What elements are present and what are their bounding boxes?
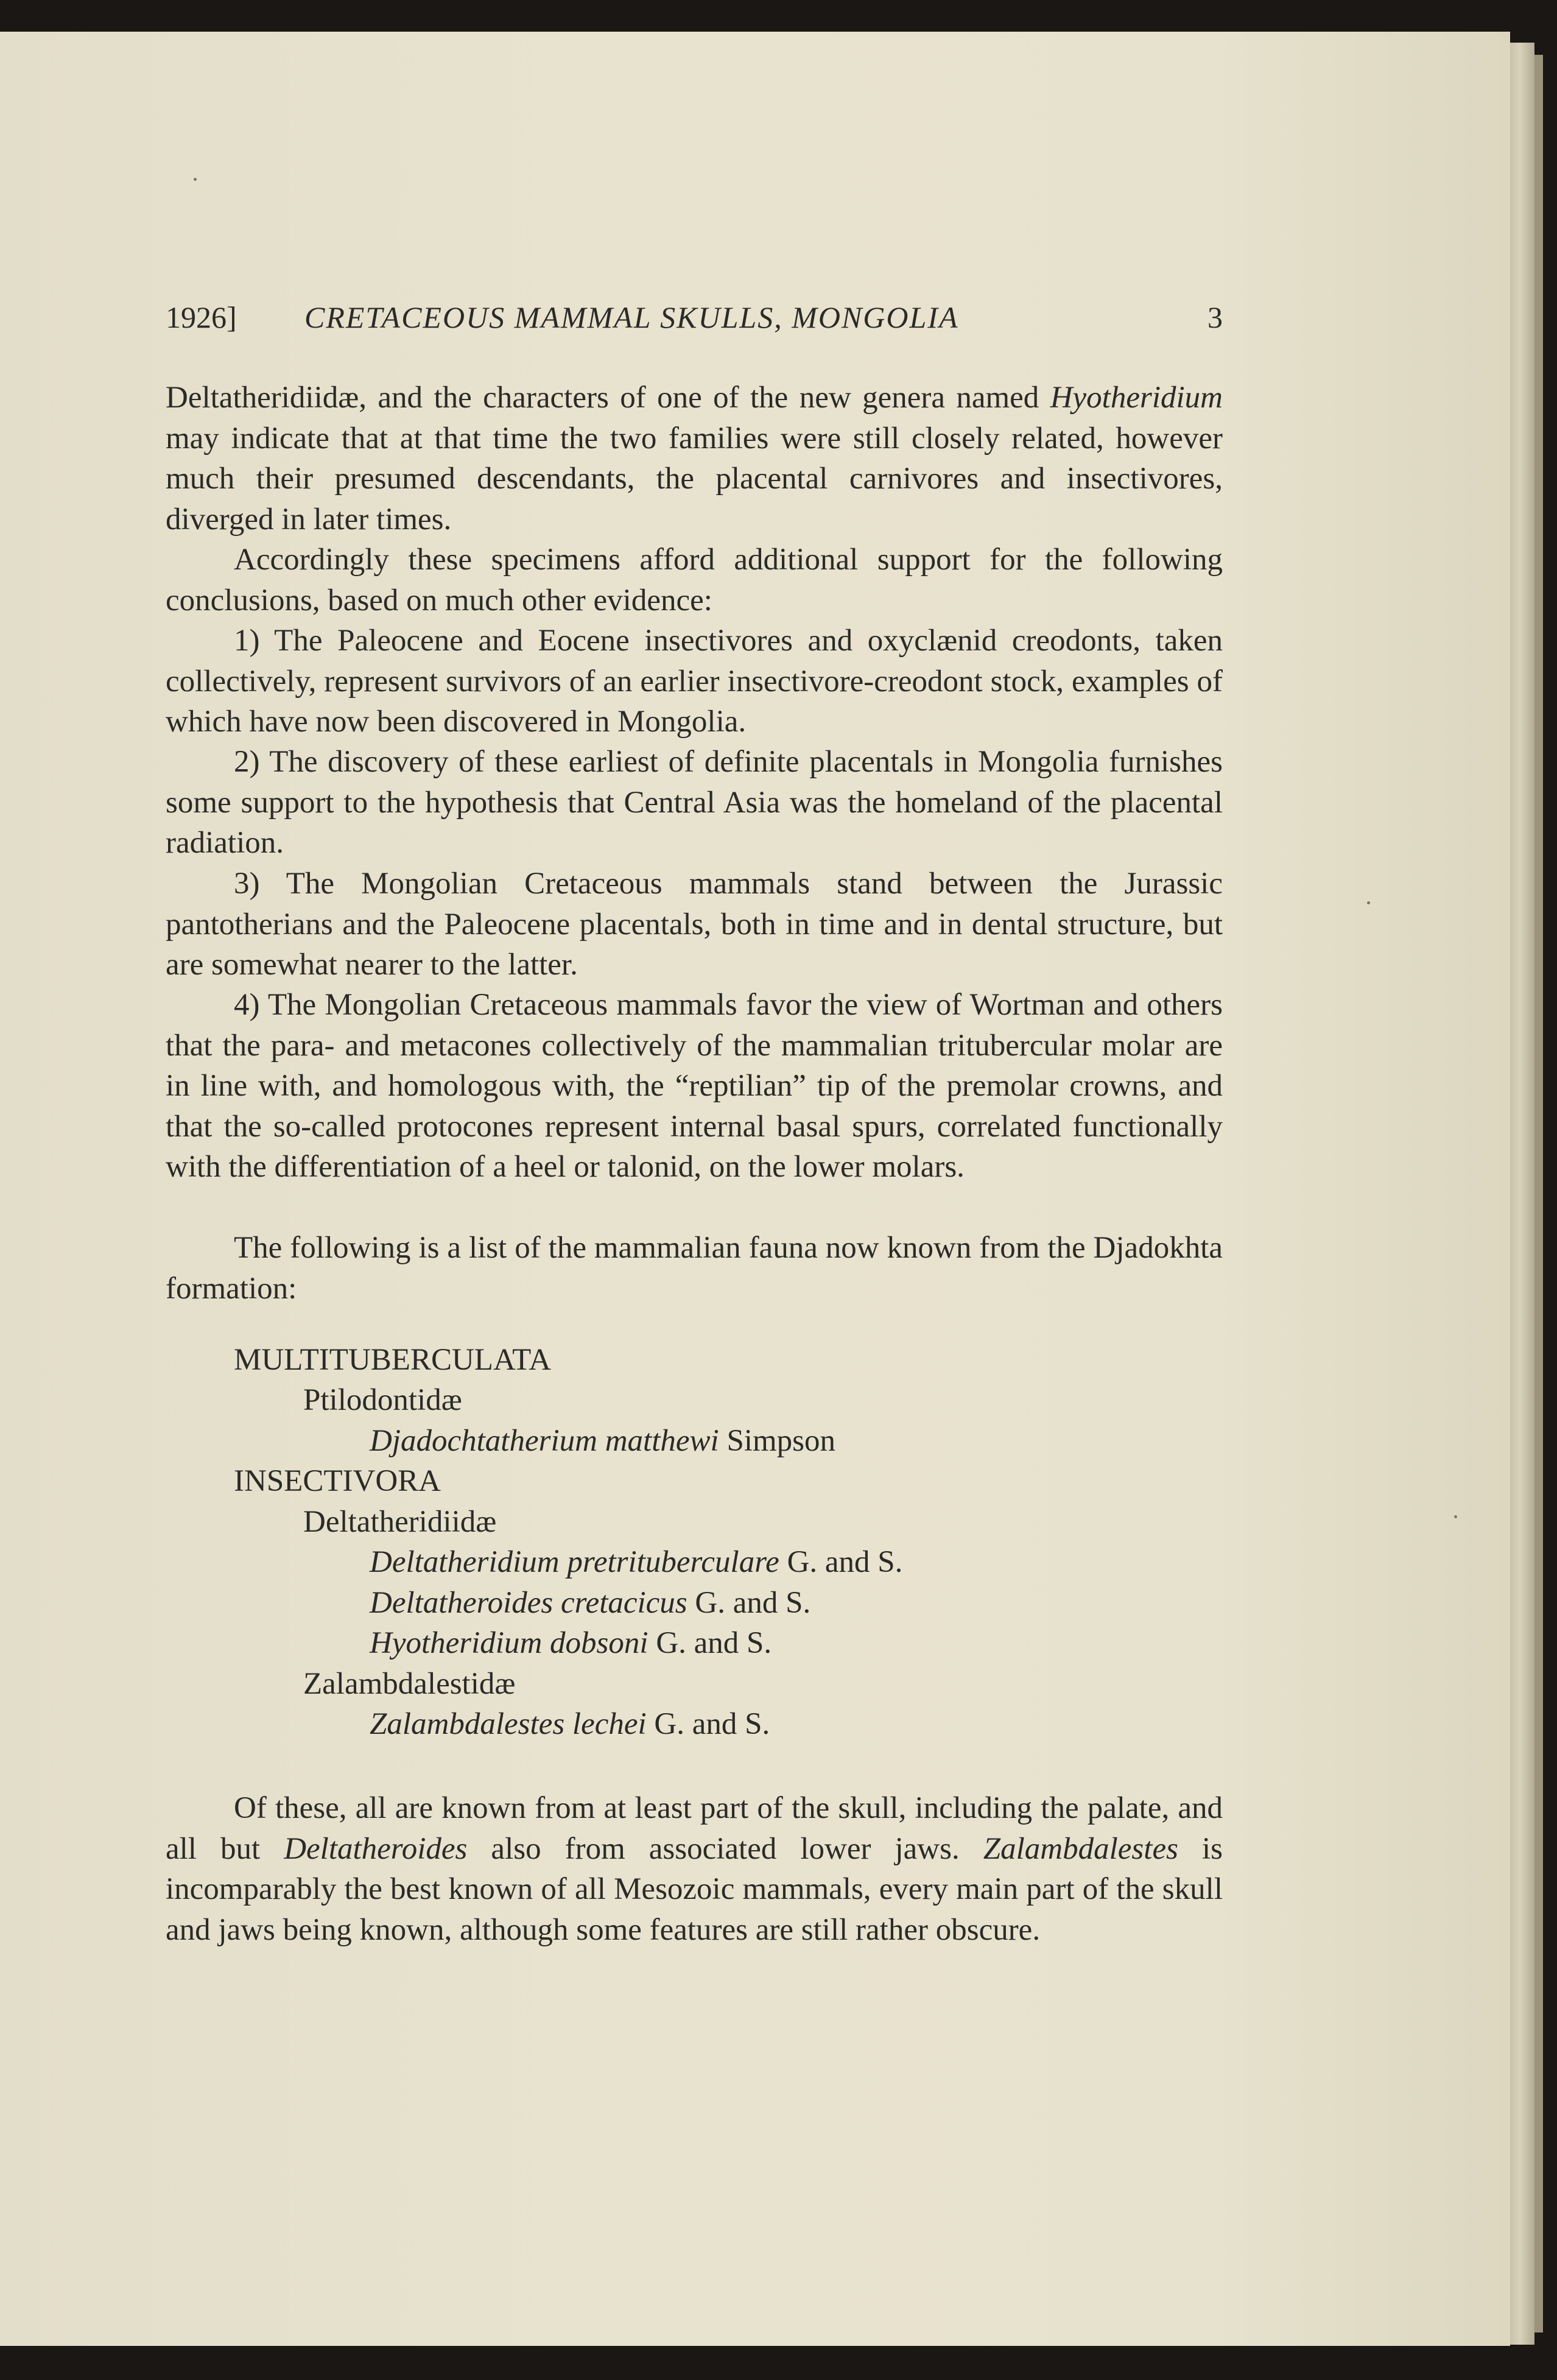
species-name: Hyotheridium dobsoni [370,1626,648,1660]
species-djadochtatherium [370,1421,835,1462]
species-author: G. and S. [779,1545,903,1579]
paper-speck [194,178,197,181]
family-deltatheridiidae: Deltatheridiidæ [303,1505,497,1539]
species-hyotheridium [370,1623,771,1664]
species-name: Djadochtatherium matthewi [370,1424,719,1458]
paper-speck [1367,901,1370,904]
family-zalambdalestidae: Zalambdalestidæ [303,1667,516,1701]
closing-text-e: is incomparably the best known of all Mesozoic mammals, every main part of the skull and jaws being known, although some features are still rather obscure. [166,1831,1223,1947]
family-ptilodontidae: Ptilodontidæ [303,1383,462,1417]
paragraph-1-text-a: Deltatheridiidæ, and the characters of one of the new genera named [166,381,1050,415]
species-author: G. and S. [646,1707,770,1741]
species-author: G. and S. [687,1586,811,1620]
page-edge [1510,43,1534,2345]
header-title: CRETACEOUS MAMMAL SKULLS, MONGOLIA [304,300,959,334]
genus-deltatheroides: Deltatheroides [284,1831,468,1866]
species-name: Zalambdalestes lechei [370,1707,647,1741]
species-author: G. and S. [648,1626,772,1660]
closing-text-a: Of these, all are known from at least part of the skull, including the palate, and all but [166,1791,1223,1866]
paragraph-list-intro: The following is a list of the mammalian fauna now known from the Djadokhta formation: [166,1231,1223,1306]
paragraph-closing [166,1788,1223,1950]
conclusion-2: 2) The discovery of these earliest of definite placentals in Mongolia furnishes some support to the hypothesis that Central Asia was the homeland of the placental radiation. [166,745,1223,860]
species-name: Deltatheridium pretrituberculare [370,1545,779,1579]
conclusion-3: 3) The Mongolian Cretaceous mammals stand between the Jurassic pantotherians and the Paleocene placentals, both in time and in dental structure, but are somewhat nearer to the latter. [166,867,1223,982]
paragraph-2: Accordingly these specimens afford additional support for the following conclusions, based on much other evidence: [166,543,1223,618]
page-number: 3 [1207,300,1223,334]
genus-zalambdalestes: Zalambdalestes [983,1831,1178,1866]
order-multituberculata: MULTITUBERCULATA [234,1343,552,1377]
paragraph-1 [166,378,1223,540]
species-deltatheridium [370,1542,902,1583]
page-edge-shadow [1534,55,1543,2332]
conclusion-4: 4) The Mongolian Cretaceous mammals favor the view of Wortman and others that the para- and metacones collectively of the mammalian tritubercular molar are in line with, and homologous with, the “reptilian” tip of the premolar crowns, and that the so-called protocones represent internal basal spurs, correlated functionally with the differentiation of a heel or talonid, on the lower molars. [166,988,1223,1184]
conclusion-1: 1) The Paleocene and Eocene insectivores and oxyclænid creodonts, taken collectively, represent survivors of an earlier insectivore-creodont stock, examples of which have now been discovered in Mongolia. [166,624,1223,739]
running-head [166,297,1223,337]
header-year: 1926] [166,300,237,334]
species-zalambdalestes [370,1704,770,1745]
species-deltatheroides [370,1583,810,1624]
order-insectivora: INSECTIVORA [234,1464,441,1498]
species-name: Deltatheroides cretacicus [370,1586,687,1620]
paragraph-1-text-c: may indicate that at that time the two families were still closely related, however much their presumed descendants, the placental carnivores and insectivores, diverged in later times. [166,421,1223,537]
species-author: Simpson [719,1424,836,1458]
closing-text-c: also from associated lower jaws. [467,1831,983,1866]
genus-hyotheridium: Hyotheridium [1050,381,1223,415]
paper-speck [1454,1515,1457,1518]
